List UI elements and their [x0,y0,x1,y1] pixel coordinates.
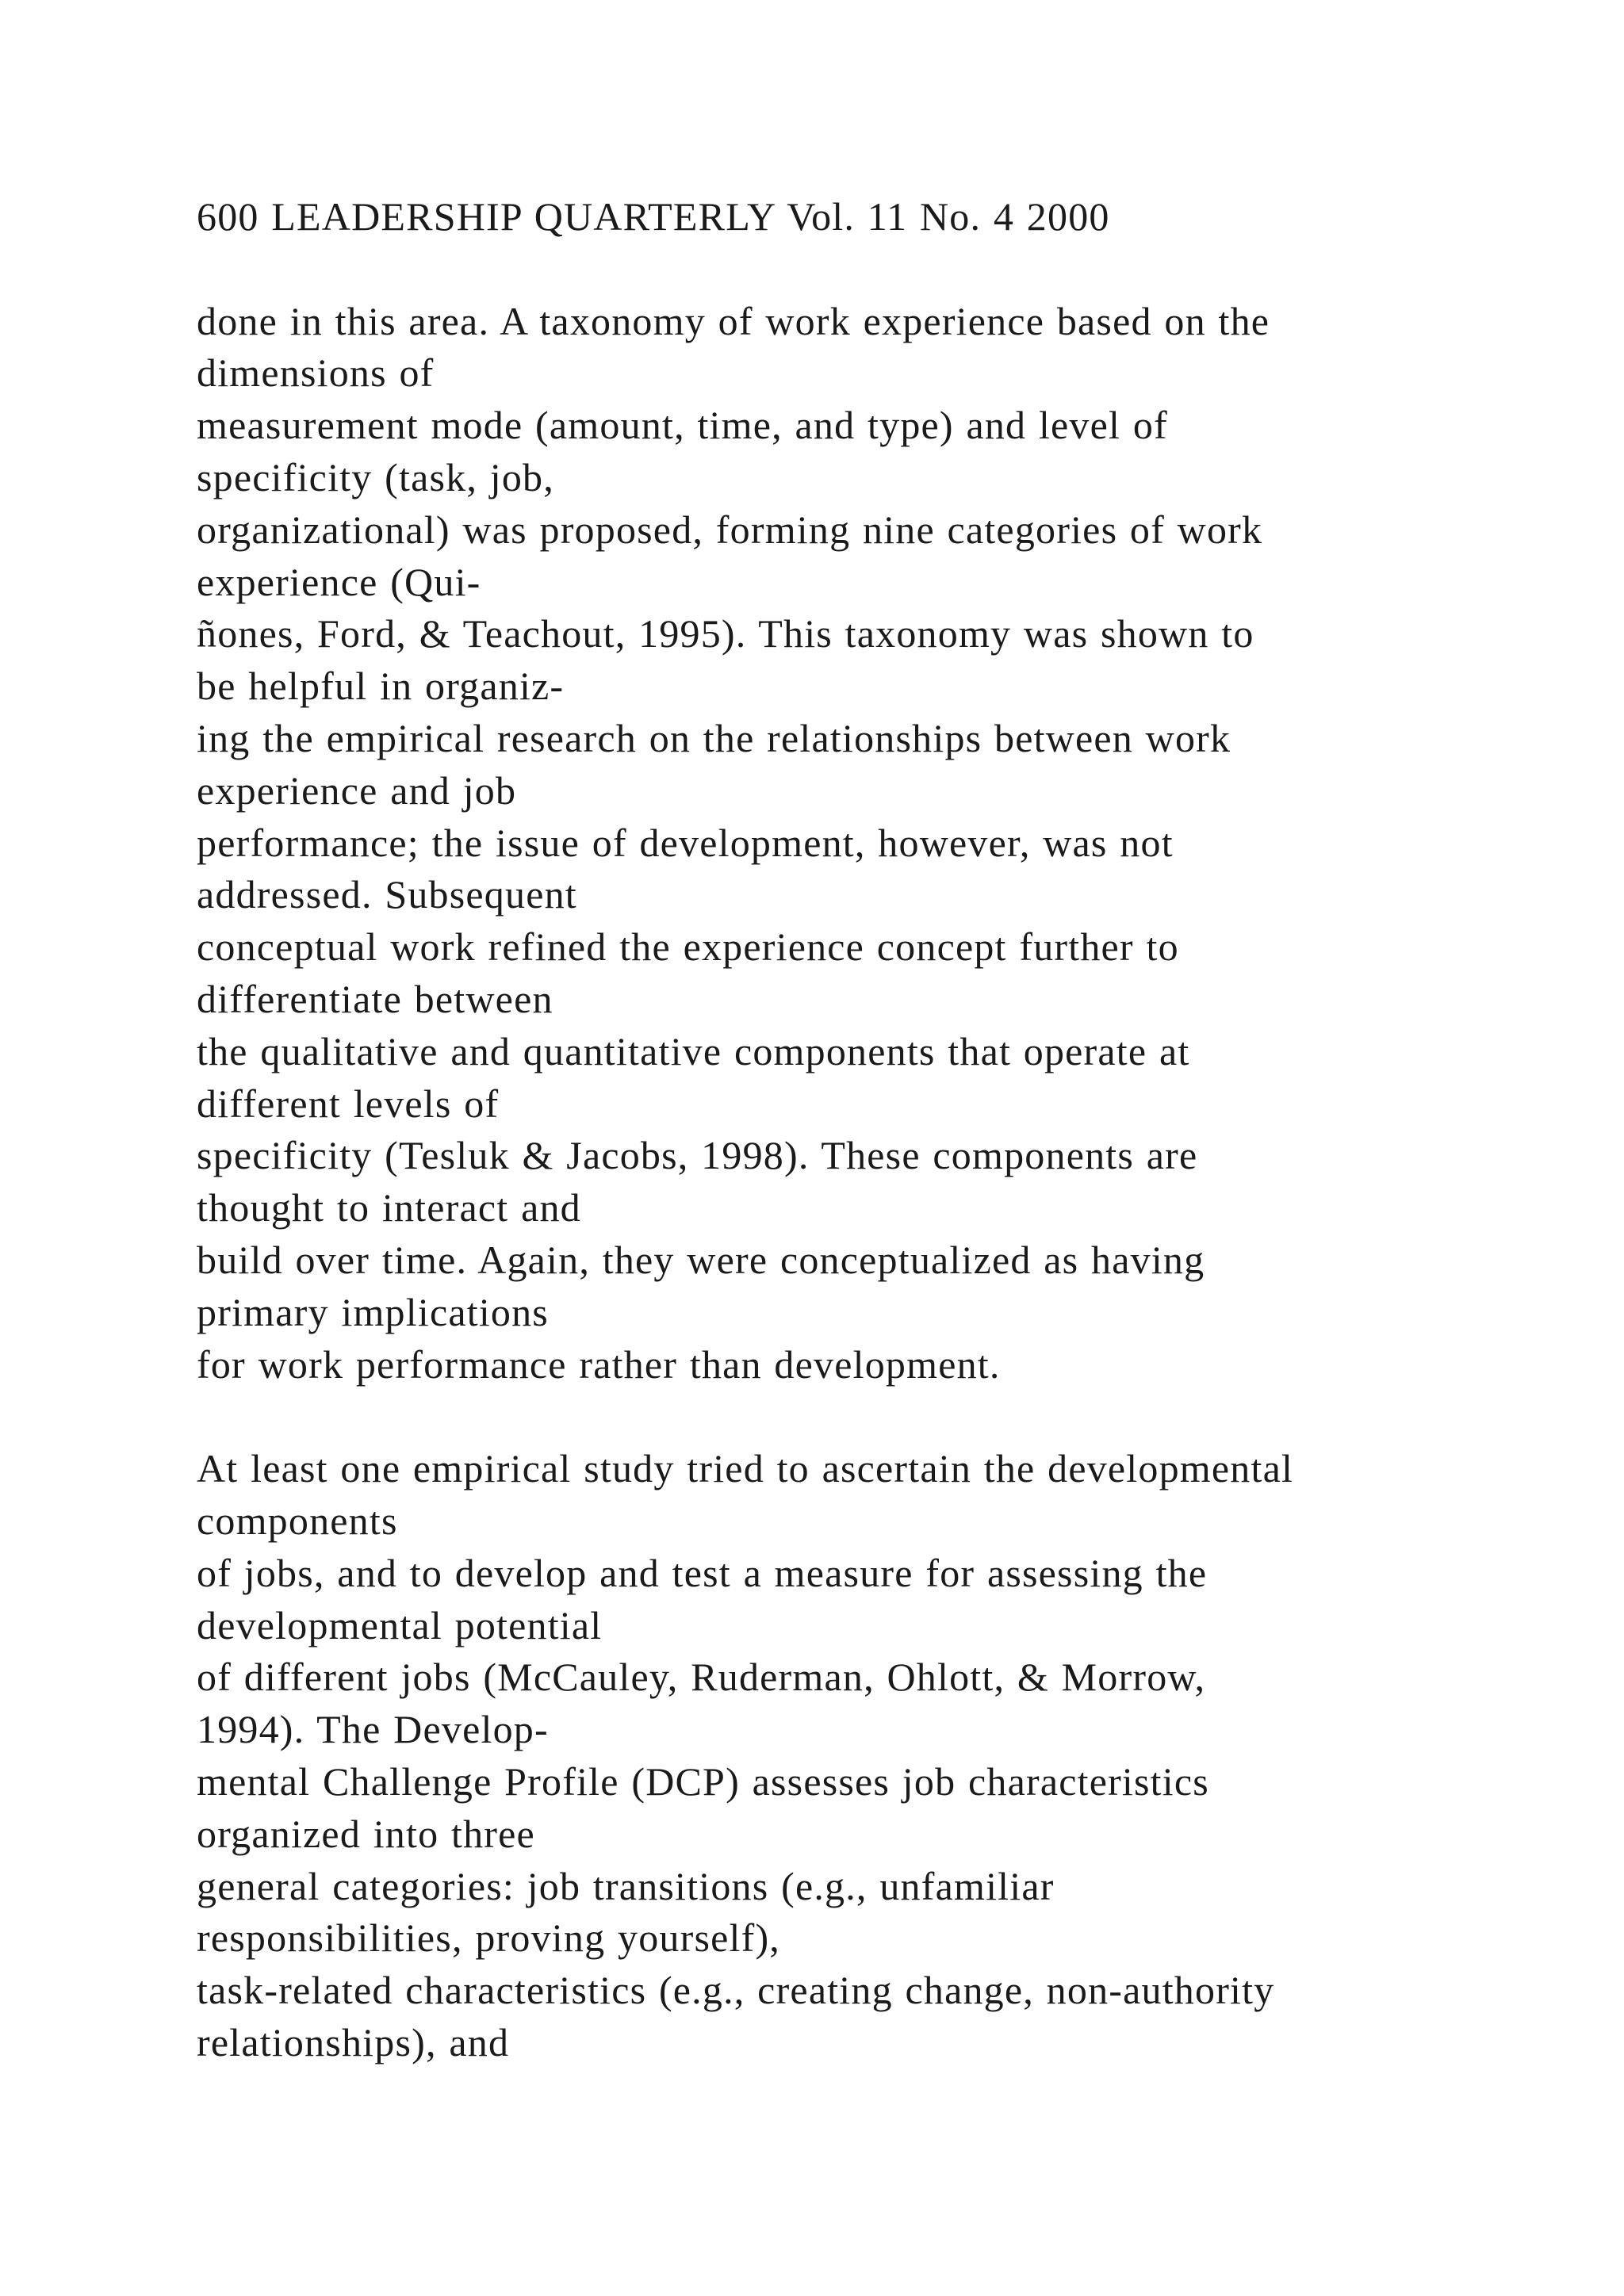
paragraph-2-line: of jobs, and to develop and test a measure for assessing the [197,1550,1208,1595]
paragraph-2-line: mental Challenge Profile (DCP) assesses job characteristics [197,1758,1209,1804]
paragraph-2-line: organized into three [197,1811,535,1856]
paragraph-1-line: thought to interact and [197,1185,581,1230]
paragraph-1 [197,296,1592,1391]
paragraph-2-line: task-related characteristics (e.g., creating change, non-authority [197,1968,1275,2013]
paragraph-1-line: the qualitative and quantitative components that operate at [197,1028,1190,1073]
spacer [197,1391,1592,1443]
paragraph-2-line: of different jobs (McCauley, Ruderman, Ohlott, & Morrow, [197,1655,1206,1700]
paragraph-1-line: done in this area. A taxonomy of work experience based on the [197,298,1270,343]
paragraph-2-line: components [197,1498,398,1543]
paragraph-2-line: relationships), and [197,2019,510,2064]
spacer [197,243,1592,296]
paragraph-2-line: developmental potential [197,1602,603,1647]
paragraph-1-line: dimensions of [197,350,435,396]
paragraph-2-line: 1994). The Develop- [197,1707,549,1752]
paragraph-2-line: At least one empirical study tried to ascertain the developmental [197,1446,1294,1491]
paragraph-1-line: be helpful in organiz- [197,664,565,709]
paragraph-2-line: responsibilities, proving yourself), [197,1915,780,1961]
paragraph-1-line: ing the empirical research on the relationships between work [197,715,1231,760]
paragraph-1-line: ñones, Ford, & Teachout, 1995). This taxonomy was shown to [197,611,1254,656]
paragraph-2 [197,1443,1592,2069]
paragraph-2-line: general categories: job transitions (e.g., unfamiliar [197,1863,1055,1908]
paragraph-1-line: build over time. Again, they were conceptualized as having [197,1237,1205,1282]
paragraph-1-line: specificity (task, job, [197,454,554,499]
paragraph-1-line: measurement mode (amount, time, and type) and level of [197,403,1168,448]
paragraph-1-line: conceptual work refined the experience concept further to [197,924,1179,970]
paragraph-1-line: addressed. Subsequent [197,872,577,917]
paragraph-1-line: differentiate between [197,976,553,1021]
paragraph-1-line: for work performance rather than development. [197,1341,1001,1387]
paragraph-1-line: performance; the issue of development, however, was not [197,820,1174,865]
paragraph-1-line: experience (Qui- [197,559,481,604]
paragraph-1-line: primary implications [197,1289,549,1334]
paragraph-1-line: experience and job [197,767,517,813]
paragraph-1-line: different levels of [197,1081,500,1126]
paragraph-1-line: organizational) was proposed, forming nine categories of work [197,507,1263,552]
paragraph-1-line: specificity (Tesluk & Jacobs, 1998). These components are [197,1133,1198,1178]
document-text [197,191,1592,2069]
running-head: 600 LEADERSHIP QUARTERLY Vol. 11 No. 4 2000 [197,194,1110,239]
